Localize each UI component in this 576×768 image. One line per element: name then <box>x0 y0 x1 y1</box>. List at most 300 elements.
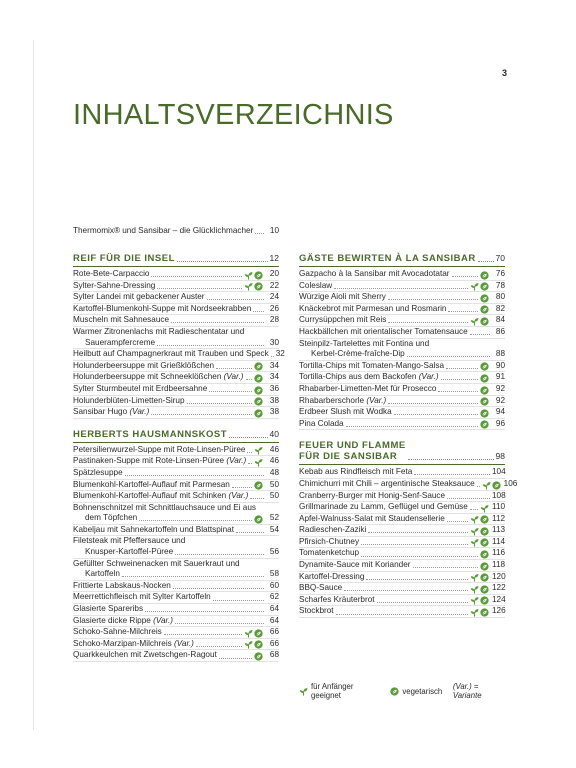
entry-title <box>73 525 234 536</box>
leader-dots <box>253 311 264 312</box>
vegetarian-icon <box>254 515 263 524</box>
toc-entry[interactable] <box>299 315 505 327</box>
entry-title-text: Stockbrot <box>299 606 334 616</box>
entry-icons <box>470 527 489 536</box>
entry-title-text: dem Töpfchen <box>85 513 138 523</box>
entry-title-text: Scharfes Kräuterbrot <box>299 594 375 604</box>
entry-icons <box>480 362 489 371</box>
vegetarian-icon <box>480 362 489 371</box>
toc-entry[interactable] <box>73 292 279 304</box>
beginner-icon <box>470 573 479 582</box>
toc-entry[interactable] <box>299 361 505 373</box>
vegetarian-icon <box>480 596 489 605</box>
leader-dots <box>388 299 478 300</box>
entry-line-2 <box>73 569 279 580</box>
entry-title <box>73 304 251 315</box>
toc-section <box>73 429 279 662</box>
entry-page-number: 34 <box>269 360 279 370</box>
entry-title <box>299 304 446 315</box>
toc-entry[interactable] <box>299 292 505 304</box>
entry-title-text: Rhabarberschorle <box>299 395 365 405</box>
vegetarian-icon <box>480 305 489 314</box>
entry-title-text: BBQ-Sauce <box>299 583 343 593</box>
entry-title-text: Currysüppchen mit Reis <box>299 315 387 325</box>
entry-title <box>73 627 162 638</box>
entry-page-number: 22 <box>269 280 279 290</box>
leader-dots <box>470 334 490 335</box>
leader-dots <box>236 532 264 533</box>
entry-title-text: Rhabarber-Limetten-Met für Prosecco <box>299 383 437 393</box>
entry-page-number: 120 <box>492 571 506 581</box>
entry-title-text: Coleslaw <box>299 280 333 290</box>
leader-dots <box>366 579 468 580</box>
entry-title-text: Frittierte Labskaus-Nocken <box>73 580 171 590</box>
vegetarian-icon <box>480 397 489 406</box>
beginner-icon <box>254 446 263 455</box>
toc-entry[interactable] <box>299 572 505 584</box>
entry-title-text: Gefüllter Schweinenacken mit Sauerkraut und <box>73 558 240 568</box>
toc-entry[interactable] <box>73 269 279 281</box>
vegetarian-icon <box>254 386 263 395</box>
entry-page-number: 54 <box>269 524 279 534</box>
entry-line-2 <box>299 349 505 360</box>
toc-entry[interactable] <box>299 467 505 479</box>
beginner-icon <box>470 282 479 291</box>
entry-page-number: 30 <box>269 337 279 347</box>
toc-entry[interactable] <box>299 372 505 384</box>
entry-title-text: Rote-Bete-Carpaccio <box>73 269 150 278</box>
toc-entry[interactable] <box>73 304 279 316</box>
toc-entry[interactable] <box>73 349 285 361</box>
section-title-line: GÄSTE BEWIRTEN À LA SANSIBAR <box>299 253 476 264</box>
leader-dots <box>213 600 264 601</box>
toc-entry[interactable] <box>73 650 279 662</box>
beginner-icon <box>480 504 489 513</box>
entry-title <box>299 606 334 617</box>
leader-dots <box>216 368 252 369</box>
entry-title-text: Glasierte Spareribs <box>73 604 144 614</box>
toc-entry[interactable] <box>299 384 505 396</box>
entry-title <box>73 292 205 303</box>
toc-entry[interactable] <box>73 468 279 480</box>
entry-title <box>73 269 149 280</box>
entry-page-number: 118 <box>492 560 506 570</box>
variant-marker: (Var.) <box>129 407 150 417</box>
entry-line-2 <box>73 547 279 558</box>
entry-icons <box>244 282 263 291</box>
entry-title <box>73 327 279 338</box>
vegetarian-icon <box>254 652 263 661</box>
entry-title-text: Kartoffel-Blumenkohl-Suppe mit Nordseekrabben <box>73 303 252 313</box>
leader-dots <box>334 288 468 289</box>
vegetarian-icon <box>480 550 489 559</box>
entry-icons <box>254 397 263 406</box>
leader-dots <box>255 233 264 234</box>
entry-page-number: 34 <box>269 372 279 382</box>
entry-title-text: Tortilla-Chips mit Tomaten-Mango-Salsa <box>299 360 445 370</box>
entry-title <box>73 559 279 570</box>
variant-marker: (Var.) <box>418 372 439 382</box>
leader-dots <box>448 311 478 312</box>
toc-entry[interactable] <box>73 592 279 604</box>
entry-title <box>73 480 230 491</box>
legend-beginner-label: für Anfänger geeignet <box>311 682 354 700</box>
entry-title <box>73 503 279 514</box>
entry-page-number: 112 <box>492 513 506 523</box>
entry-title-text: Holunderblüten-Limetten-Sirup <box>73 395 185 405</box>
entry-page-number: 80 <box>495 292 505 302</box>
entry-page-number: 24 <box>269 292 279 302</box>
entry-icons <box>254 409 263 418</box>
toc-entry[interactable] <box>73 361 279 373</box>
entry-icons <box>482 481 501 490</box>
toc-entry[interactable] <box>73 604 279 616</box>
toc-entry[interactable] <box>299 525 505 537</box>
toc-entry[interactable] <box>299 595 505 607</box>
toc-entry[interactable] <box>299 419 505 431</box>
leader-dots <box>470 509 478 510</box>
vegetarian-icon <box>254 409 263 418</box>
toc-entry[interactable] <box>73 581 279 593</box>
entry-icons <box>254 458 263 467</box>
leader-dots <box>271 356 274 357</box>
entry-title-text: Schoko-Sahne-Milchreis <box>73 627 162 637</box>
toc-entry[interactable] <box>299 491 505 503</box>
entry-title <box>73 281 155 292</box>
vegetarian-icon <box>480 271 489 280</box>
toc-entry[interactable] <box>73 407 279 419</box>
entry-icons <box>480 562 489 571</box>
entry-icons <box>470 596 489 605</box>
leader-dots <box>388 403 478 404</box>
entry-icons <box>254 374 263 383</box>
toc-entry[interactable] <box>73 525 279 537</box>
leader-dots <box>408 459 494 460</box>
entry-title <box>311 349 405 360</box>
entry-title-text: Chimichurri mit Chili – argentinische Steaksauce <box>299 478 475 488</box>
entry-title <box>73 536 279 547</box>
toc-entry[interactable] <box>73 627 279 639</box>
leader-dots <box>175 623 264 624</box>
entry-title-text: Kerbel-Crème-fraîche-Dip <box>311 349 405 359</box>
entry-title-text: Apfel-Walnuss-Salat mit Staudensellerie <box>299 513 445 523</box>
beginner-icon <box>244 629 253 638</box>
entry-title-text: Pfirsich-Chutney <box>299 536 360 546</box>
leader-dots <box>175 554 264 555</box>
vegetarian-icon <box>480 374 489 383</box>
toc-entry[interactable] <box>73 559 279 581</box>
entry-icons <box>254 515 263 524</box>
toc-entry[interactable] <box>73 384 279 396</box>
entry-page-number: 108 <box>492 490 506 500</box>
variant-marker: (Var.) <box>153 615 173 625</box>
leader-dots <box>414 474 490 475</box>
toc-entry-intro[interactable] <box>73 226 279 237</box>
entry-title <box>73 592 211 603</box>
section-title <box>73 429 227 440</box>
entry-page-number: 92 <box>495 395 505 405</box>
section-heading[interactable] <box>299 440 505 465</box>
legend <box>299 682 505 700</box>
leader-dots <box>164 634 242 635</box>
toc-entry[interactable] <box>299 327 505 339</box>
entry-icons <box>470 573 489 582</box>
toc-entry[interactable] <box>73 327 279 349</box>
entry-title-text: Kebab aus Rindfleisch mit Feta <box>299 467 413 477</box>
entry-title <box>299 269 450 280</box>
leader-dots <box>187 403 252 404</box>
entry-title <box>73 604 143 615</box>
toc-entry[interactable] <box>299 606 505 618</box>
entry-page-number: 26 <box>269 303 279 313</box>
entry-page-number: 90 <box>495 360 505 370</box>
leader-dots <box>157 345 264 346</box>
vegetarian-icon <box>254 271 263 280</box>
leader-dots <box>447 521 468 522</box>
beginner-icon <box>470 317 479 326</box>
entry-title <box>73 581 171 592</box>
entry-page-number: 66 <box>269 627 279 637</box>
vegetarian-icon <box>480 420 489 429</box>
vegetarian-icon <box>480 317 489 326</box>
leader-dots <box>207 299 264 300</box>
entry-page-number: 84 <box>495 315 505 325</box>
entry-page-number: 94 <box>495 407 505 417</box>
beginner-icon <box>254 458 263 467</box>
beginner-icon <box>244 282 253 291</box>
entry-title-text: Kabeljau mit Sahnekartoffeln und Blattspinat <box>73 524 234 534</box>
entry-page-number: 126 <box>492 606 506 616</box>
entry-title <box>73 372 244 383</box>
entry-page-number: 38 <box>269 395 279 405</box>
entry-title <box>73 491 248 502</box>
entry-title-text: Grillmarinade zu Lamm, Geflügel und Gemüse <box>299 502 468 512</box>
leader-dots <box>361 556 478 557</box>
leader-dots <box>248 463 252 464</box>
entry-title <box>299 361 444 372</box>
entry-icons <box>480 386 489 395</box>
entry-title <box>299 537 359 548</box>
entry-title <box>299 315 386 326</box>
section-heading[interactable] <box>73 253 279 267</box>
entry-title <box>73 384 207 395</box>
entry-icons <box>254 362 263 371</box>
toc-entry[interactable] <box>299 396 505 408</box>
entry-title <box>73 650 217 661</box>
leader-dots <box>151 414 252 415</box>
entry-icons <box>254 446 263 455</box>
section-page-number: 40 <box>269 428 279 439</box>
entry-title-text: Steinpilz-Tartelettes mit Fontina und <box>299 338 430 348</box>
toc-entry[interactable] <box>73 503 279 525</box>
entry-title <box>73 468 123 479</box>
entry-title-text: Würzige Aioli mit Sherry <box>299 292 386 302</box>
entry-page-number: 64 <box>269 604 279 614</box>
toc-entry[interactable] <box>73 315 279 327</box>
leader-dots <box>346 426 478 427</box>
toc-section <box>299 440 518 618</box>
entry-title: Thermomix® und Sansibar – die Glücklichmacher <box>73 226 254 235</box>
toc-entry[interactable] <box>299 537 505 549</box>
leader-dots <box>151 276 242 277</box>
entry-title-text: Blumenkohl-Kartoffel-Auflauf mit Schinken <box>73 491 227 501</box>
toc-entry[interactable] <box>73 536 279 558</box>
beginner-icon <box>470 596 479 605</box>
entry-title-text: Warmer Zitronenlachs mit Radieschentatar und <box>73 326 245 336</box>
entry-page-number: 48 <box>269 467 279 477</box>
vegetarian-icon <box>492 481 501 490</box>
entry-title-text: Schoko-Marzipan-Milchreis <box>73 638 172 648</box>
entry-icons <box>480 271 489 280</box>
leader-dots <box>407 356 490 357</box>
toc-section <box>73 253 285 419</box>
entry-title <box>299 572 364 583</box>
vegetarian-icon <box>480 515 489 524</box>
toc-entry[interactable] <box>73 281 279 293</box>
toc-entry[interactable] <box>299 407 505 419</box>
section-title <box>299 440 406 462</box>
leader-dots <box>209 391 252 392</box>
section-title-line: FEUER UND FLAMME <box>299 440 406 452</box>
entry-title <box>73 349 269 360</box>
entry-page-number: 46 <box>269 456 279 466</box>
leader-dots <box>250 498 264 499</box>
leader-dots <box>219 658 252 659</box>
page-gutter-line <box>33 40 34 730</box>
leader-dots <box>344 590 468 591</box>
toc-entry[interactable] <box>73 480 279 492</box>
page-number: 3 <box>502 68 508 78</box>
toc-entry[interactable] <box>299 269 505 281</box>
entry-title <box>299 281 332 292</box>
leader-dots <box>394 414 478 415</box>
vegetarian-icon <box>254 374 263 383</box>
leader-dots <box>139 520 252 521</box>
entry-icons <box>244 271 263 280</box>
entry-title-text: Filetsteak mit Pfeffersauce und <box>73 536 186 546</box>
toc-entry[interactable] <box>299 548 505 560</box>
entry-title <box>73 315 169 326</box>
entry-icons <box>254 652 263 661</box>
leader-dots <box>438 391 478 392</box>
entry-title-text: Radieschen-Zaziki <box>299 525 367 535</box>
vegetarian-icon <box>254 397 263 406</box>
entry-title-text: Heilbutt auf Champagnerkraut mit Trauben und Speck <box>73 349 269 359</box>
entry-title-text: Hackbällchen mit orientalischer Tomatensauce <box>299 326 468 336</box>
toc-entry[interactable] <box>73 491 279 503</box>
section-heading[interactable] <box>299 253 505 267</box>
entry-title-text: Pina Colada <box>299 418 344 428</box>
vegetarian-icon <box>480 282 489 291</box>
entry-page-number: 92 <box>495 383 505 393</box>
toc-entry[interactable] <box>73 616 279 628</box>
entry-title <box>299 583 342 594</box>
entry-title <box>299 396 386 407</box>
entry-title-text: Cranberry-Burger mit Honig-Senf-Sauce <box>299 490 446 500</box>
section-heading[interactable] <box>73 429 279 443</box>
entry-page-number: 10 <box>269 226 279 235</box>
entry-title <box>73 396 185 407</box>
vegetarian-icon <box>254 640 263 649</box>
entry-page-number: 52 <box>269 513 279 523</box>
toc-column-right <box>299 253 518 628</box>
entry-title-text: Meerrettichfleisch mit Sylter Kartoffeln <box>73 592 211 602</box>
beginner-icon <box>299 687 308 696</box>
section-page-number: 12 <box>269 253 279 263</box>
toc-entry[interactable] <box>73 639 279 651</box>
toc-entry[interactable] <box>299 304 505 316</box>
entry-title <box>299 339 505 350</box>
vegetarian-icon <box>480 562 489 571</box>
leader-dots <box>478 261 494 262</box>
toc-entry[interactable] <box>73 445 279 457</box>
entry-title <box>85 513 137 524</box>
entry-icons <box>480 374 489 383</box>
toc-entry[interactable] <box>299 560 505 572</box>
entry-page-number: 36 <box>269 383 279 393</box>
vegetarian-icon <box>480 538 489 547</box>
entry-title <box>299 372 439 383</box>
section-title-line: REIF FÜR DIE INSEL <box>73 253 175 264</box>
vegetarian-icon <box>480 527 489 536</box>
entry-title <box>299 327 468 338</box>
entry-page-number: 38 <box>269 407 279 417</box>
entry-title-text: Holunderbeersuppe mit Grießklößchen <box>73 360 215 370</box>
leader-dots <box>157 288 242 289</box>
legend-vegetarian-label: vegetarisch <box>402 686 443 696</box>
entry-page-number: 32 <box>275 349 285 359</box>
entry-icons <box>470 515 489 524</box>
entry-title-text: Erdbeer Slush mit Wodka <box>299 407 392 417</box>
toc-entry[interactable] <box>299 502 505 514</box>
entry-title-text: Quarkkeulchen mit Zwetschgen-Ragout <box>73 650 217 660</box>
leader-dots <box>368 532 468 533</box>
toc-entry[interactable] <box>73 372 279 384</box>
entry-page-number: 20 <box>269 269 279 278</box>
toc-entry[interactable] <box>299 583 505 595</box>
entry-page-number: 58 <box>269 569 279 579</box>
toc-entry[interactable] <box>299 339 505 361</box>
toc-entry[interactable] <box>73 396 279 408</box>
entry-title-text: Glasierte dicke Rippe <box>73 615 151 625</box>
variant-marker: (Var.) <box>226 456 247 466</box>
entry-icons <box>480 409 489 418</box>
entry-title <box>299 560 411 571</box>
toc-entry[interactable] <box>299 281 505 293</box>
entry-title-text: Tortilla-Chips aus dem Backofen <box>299 372 417 382</box>
entry-title <box>299 292 386 303</box>
leader-dots <box>232 487 252 488</box>
toc-entry[interactable] <box>299 478 518 491</box>
leader-dots <box>171 322 264 323</box>
entry-page-number: 76 <box>495 269 505 278</box>
leader-dots <box>388 322 468 323</box>
toc-entry[interactable] <box>299 514 505 526</box>
entry-title <box>299 467 412 478</box>
entry-title <box>299 384 436 395</box>
entry-title <box>299 419 344 430</box>
entry-page-number: 88 <box>495 349 505 359</box>
toc-entry[interactable] <box>73 456 279 468</box>
entry-page-number: 60 <box>269 580 279 590</box>
entry-title <box>73 407 149 418</box>
entry-page-number: 86 <box>495 326 505 336</box>
entry-title-text: Knäckebrot mit Parmesan und Rosmarin <box>299 303 447 313</box>
entry-page-number: 106 <box>503 478 518 488</box>
entry-icons <box>254 481 263 490</box>
entry-title-text: Holunderbeersuppe mit Schneeklößchen <box>73 372 222 382</box>
vegetarian-icon <box>480 409 489 418</box>
